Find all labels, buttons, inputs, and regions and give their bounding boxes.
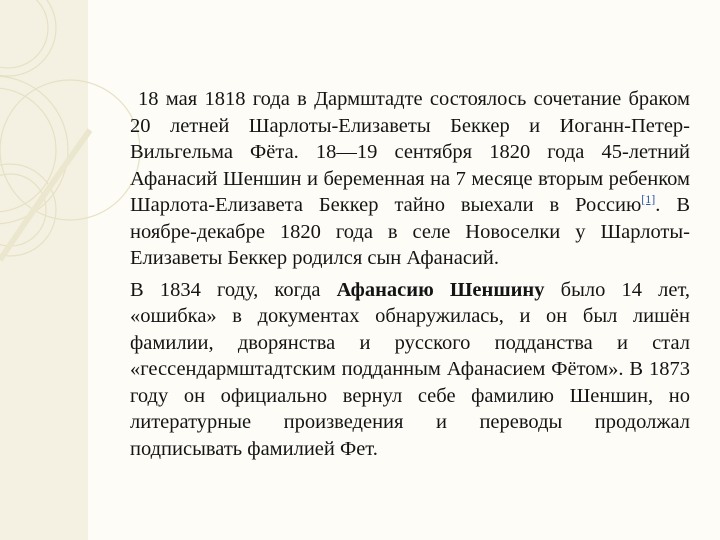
paragraph-birth	[130, 86, 690, 272]
paragraph-2-text-start: В 1834 году, когда	[130, 278, 337, 301]
paragraph-surname	[130, 277, 690, 463]
text-body	[130, 86, 690, 462]
paragraph-2-text-end: было 14 лет, «ошибка» в документах обнаружилась, и он был лишён фамилии, дворянства и русского подданства и стал «гессендармштадтским подданным Афанасием Фётом». В 1873 году он официально вернул себе фамилию Шеншин, но литературные произведения и переводы продолжал подписывать фамилией Фет.	[130, 278, 690, 460]
reference-link-1[interactable]: [1]	[641, 192, 656, 207]
paragraph-1-text-start: 18 мая 1818 года в Дармштадте состоялось сочетание браком 20 летней Шарлоты-Елизаветы Беккер и Иоганн-Петер-Вильгельма Фёта. 18—19 сентября 1820 года 45-летний Афанасий Шеншин и беременная на 7 месяце вторым ребенком Шарлота-Елизавета Беккер тайно выехали в Россию	[130, 88, 690, 216]
bold-name: Афанасию Шеншину	[336, 278, 545, 301]
paragraph-1-text-end: . В ноябре-декабре 1820 года в селе Новоселки у Шарлоты-Елизаветы Беккер родился сын Афанасий.	[130, 194, 690, 269]
decorative-circles-ornament	[0, 0, 140, 540]
